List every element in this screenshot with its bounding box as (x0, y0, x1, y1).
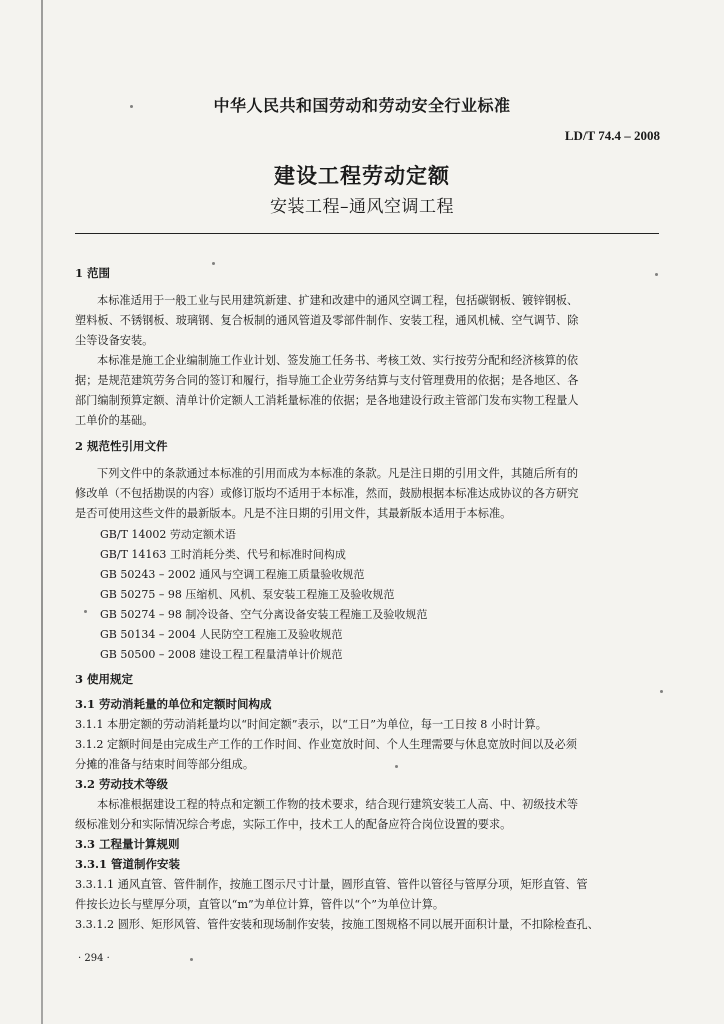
standard-organization: 中华人民共和国劳动和劳动安全行业标准 (213, 96, 511, 115)
reference-item: GB 50243 – 2002 通风与空调工程施工质量验收规范 (100, 568, 365, 581)
clause-3-1-2: 3.1.2 定额时间是由完成生产工作的工作时间、作业宽放时间、个人生理需要与休息宽放时间以及必须 (75, 738, 577, 751)
subsection-3-2-heading: 3.2 劳动技术等级 (75, 777, 169, 791)
section-2-heading: 2 规范性引用文件 (75, 439, 168, 453)
standard-code: LD/T 74.4 – 2008 (564, 128, 660, 143)
paragraph-line: 是否可使用这些文件的最新版本。凡是不注日期的引用文件，其最新版本适用于本标准。 (75, 507, 512, 520)
section-1-heading: 1 范围 (75, 266, 111, 280)
reference-item: GB/T 14002 劳动定额术语 (100, 528, 236, 541)
page-number: · 294 · (78, 953, 110, 964)
scan-speck (395, 765, 398, 768)
scan-speck (130, 105, 133, 108)
paragraph-line: 级标准划分和实际情况综合考虑，实际工作中，技术工人的配备应符合岗位设置的要求。 (75, 818, 512, 831)
section-3-heading: 3 使用规定 (75, 672, 134, 686)
paragraph-line: 塑料板、不锈钢板、玻璃钢、复合板制的通风管道及零部件制作、安装工程，通风机械、空气调节、除 (75, 314, 579, 327)
reference-item: GB 50134 – 2004 人民防空工程施工及验收规范 (100, 628, 343, 641)
scan-speck (212, 262, 215, 265)
paragraph-line: 尘等设备安装。 (75, 334, 154, 347)
paragraph-line: 据；是规范建筑劳务合同的签订和履行，指导施工企业劳务结算与支付管理费用的依据；是各地区、各 (75, 374, 579, 387)
paragraph-line: 本标准根据建设工程的特点和定额工作物的技术要求，结合现行建筑安装工人高、中、初级技术等 (97, 798, 579, 811)
paragraph-line: 件按长边长与壁厚分项，直管以“m”为单位计算，管件以“个”为单位计算。 (75, 898, 445, 911)
subsection-3-1-heading: 3.1 劳动消耗量的单位和定额时间构成 (75, 697, 272, 711)
paragraph-line: 工单价的基础。 (75, 414, 154, 427)
paragraph-line: 部门编制预算定额、清单计价定额人工消耗量标准的依据；是各地建设行政主管部门发布实物工程量人 (75, 394, 579, 407)
paragraph-line: 本标准适用于一般工业与民用建筑新建、扩建和改建中的通风空调工程，包括碳钢板、镀锌钢板、 (97, 294, 579, 307)
reference-item: GB 50500 – 2008 建设工程工程量清单计价规范 (100, 648, 343, 661)
subsection-3-3-heading: 3.3 工程量计算规则 (75, 837, 180, 851)
header-divider (75, 233, 659, 234)
scan-speck (660, 690, 663, 693)
document-title: 建设工程劳动定额 (274, 163, 450, 188)
clause-3-3-1-heading: 3.3.1 管道制作安装 (75, 857, 181, 871)
scan-speck (84, 610, 87, 613)
scan-speck (655, 273, 658, 276)
clause-3-3-1-2: 3.3.1.2 圆形、矩形风管、管件安装和现场制作安装，按施工图规格不同以展开面积计量，不扣除检查孔、 (75, 918, 599, 931)
paragraph-line: 修改单（不包括勘误的内容）或修订版均不适用于本标准，然而，鼓励根据本标准达成协议的各方研究 (75, 487, 579, 500)
paragraph-line: 本标准是施工企业编制施工作业计划、签发施工任务书、考核工效、实行按劳分配和经济核算的依 (97, 354, 579, 367)
clause-3-1-1: 3.1.1 本册定额的劳动消耗量均以“时间定额”表示，以“工日”为单位，每一工日按 8 小时计算。 (75, 718, 547, 731)
clause-3-3-1-1: 3.3.1.1 通风直管、管件制作，按施工图示尺寸计量，圆形直管、管件以管径与管厚分项，矩形直管、管 (75, 878, 588, 891)
scan-speck (190, 958, 193, 961)
reference-item: GB 50275 – 98 压缩机、风机、泵安装工程施工及验收规范 (100, 588, 395, 601)
reference-item: GB/T 14163 工时消耗分类、代号和标准时间构成 (100, 548, 346, 561)
document-subtitle: 安装工程–通风空调工程 (270, 197, 454, 217)
paragraph-line: 分摊的准备与结束时间等部分组成。 (75, 758, 255, 771)
paragraph-line: 下列文件中的条款通过本标准的引用而成为本标准的条款。凡是注日期的引用文件，其随后所有的 (97, 467, 579, 480)
reference-item: GB 50274 – 98 制冷设备、空气分离设备安装工程施工及验收规范 (100, 608, 428, 621)
